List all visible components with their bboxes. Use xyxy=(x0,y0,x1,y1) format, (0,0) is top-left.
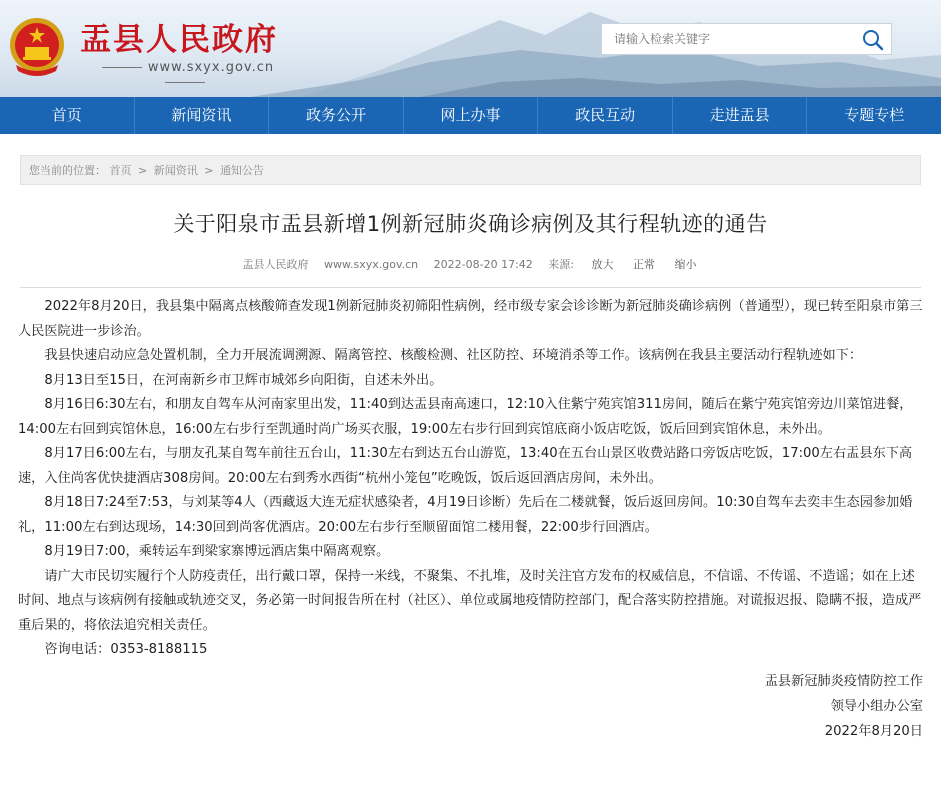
breadcrumb-notices[interactable]: 通知公告 xyxy=(219,164,264,177)
paragraph: 8月17日6:00左右，与朋友孔某自驾车前往五台山，11:30左右到达五台山游览，13:40在五台山景区收费站路口旁饭店吃饭，17:00左右盂县东下高速，入住尚客优快捷酒店308房间。20:00左右到秀水西街“杭州小笼包”吃晚饭，饭后返回酒店房间，未外出。 xyxy=(18,446,913,486)
signature-office: 领导小组办公室 xyxy=(830,698,923,714)
search-box xyxy=(601,23,892,55)
signature-date: 2022年8月20日 xyxy=(824,723,923,739)
paragraph: 8月19日7:00，乘转运车到梁家寨博远酒店集中隔离观察。 xyxy=(44,544,390,559)
paragraph: 2022年8月20日，我县集中隔离点核酸筛查发现1例新冠肺炎初筛阳性病例，经市级专家会诊诊断为新冠肺炎确诊病例（普通型），现已转至阳泉市第三人民医院进一步诊治。 xyxy=(18,299,923,339)
font-size-large-button[interactable]: 放大 xyxy=(591,258,614,271)
meta-url: www.sxyx.gov.cn xyxy=(324,258,419,271)
paragraph: 请广大市民切实履行个人防疫责任，出行戴口罩，保持一米线，不聚集、不扎堆，及时关注官方发布的权威信息，不信谣、不传谣、不造谣；如在上述时间、地点与该病例有接触或轨迹交叉，务必第一时间报告所在村（社区）、单位或属地疫情防控部门，配合落实防控措施。对谎报迟报、隐瞒不报，造成严重后果的，将依法追究相关责任。 xyxy=(18,568,922,633)
paragraph: 8月13日至15日，在河南新乡市卫辉市城郊乡向阳街，自述未外出。 xyxy=(44,372,443,388)
nav-online-services[interactable]: 网上办事 xyxy=(404,97,539,134)
article-meta xyxy=(0,256,941,274)
national-emblem-icon xyxy=(6,15,68,79)
paragraph: 我县快速启动应急处置机制，全力开展流调溯源、隔离管控、核酸检测、社区防控、环境消杀等工作。该病例在我县主要活动行程轨迹如下： xyxy=(44,348,863,363)
font-size-small-button[interactable]: 缩小 xyxy=(674,258,697,271)
nav-news[interactable]: 新闻资讯 xyxy=(135,97,270,134)
breadcrumb-news[interactable]: 新闻资讯 xyxy=(153,164,198,177)
meta-datetime: 2022-08-20 17:42 xyxy=(433,258,533,271)
breadcrumb-separator: > xyxy=(204,164,214,177)
breadcrumb-separator: > xyxy=(138,164,148,177)
search-icon[interactable] xyxy=(861,28,885,52)
nav-about-yuxian[interactable]: 走进盂县 xyxy=(673,97,808,134)
nav-home[interactable]: 首页 xyxy=(0,97,135,134)
site-title[interactable]: 盂县人民政府 xyxy=(80,22,278,58)
paragraph: 8月16日6:30左右，和朋友自驾车从河南家里出发，11:40到达盂县南高速口，12:10入住紫宁苑宾馆311房间，随后在紫宁苑宾馆旁边川菜馆进餐，14:00左右回到宾馆休息，16:00左右步行至凯通时尚广场买衣服，19:00左右步行回到宾馆底商小饭店吃饭，饭后回到宾馆休息，未外出。 xyxy=(18,397,913,437)
main-nav xyxy=(0,97,941,134)
search-input[interactable] xyxy=(602,24,876,54)
breadcrumb-home[interactable]: 首页 xyxy=(109,164,132,177)
article-body xyxy=(18,295,923,663)
nav-gov-affairs[interactable]: 政务公开 xyxy=(269,97,404,134)
contact-phone: 咨询电话：0353-8188115 xyxy=(44,642,208,657)
meta-source: 盂县人民政府 xyxy=(242,258,309,271)
paragraph: 8月18日7:24至7:53，与刘某等4人（西藏返大连无症状感染者，4月19日诊断）先后在二楼就餐，饭后返回房间。10:30自驾车去奕丰生态园参加婚礼，11:00左右到达现场，14:30回到尚客优酒店。20:00左右步行至顺留面馆二楼用餐，22:00步行回酒店。 xyxy=(18,495,913,535)
signature-block xyxy=(0,669,923,744)
article-title: 关于阳泉市盂县新增1例新冠肺炎确诊病例及其行程轨迹的通告 xyxy=(173,212,768,236)
nav-special-topics[interactable]: 专题专栏 xyxy=(844,106,905,124)
divider xyxy=(20,287,921,289)
breadcrumb xyxy=(20,155,921,185)
site-header xyxy=(0,0,941,97)
nav-interaction[interactable]: 政民互动 xyxy=(538,97,673,134)
meta-from-label: 来源: xyxy=(548,258,574,271)
breadcrumb-prefix: 您当前的位置： xyxy=(29,164,106,177)
signature-org: 盂县新冠肺炎疫情防控工作 xyxy=(764,673,923,689)
font-size-normal-button[interactable]: 正常 xyxy=(632,258,655,271)
site-url: www.sxyx.gov.cn xyxy=(80,60,290,90)
